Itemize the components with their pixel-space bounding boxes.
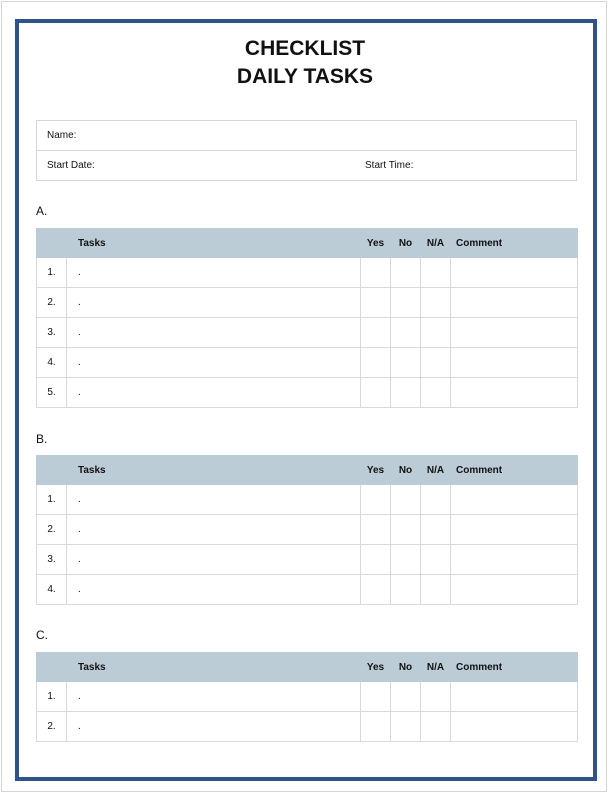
task-cell[interactable]: .	[67, 515, 361, 545]
comment-cell[interactable]	[451, 348, 578, 378]
tasks-header: Tasks	[67, 456, 361, 485]
na-cell[interactable]	[421, 378, 451, 408]
yes-header: Yes	[361, 229, 391, 258]
no-cell[interactable]	[391, 258, 421, 288]
no-header: No	[391, 653, 421, 682]
no-cell[interactable]	[391, 288, 421, 318]
yes-cell[interactable]	[361, 515, 391, 545]
no-cell[interactable]	[391, 485, 421, 515]
no-cell[interactable]	[391, 682, 421, 712]
table-header	[37, 229, 578, 258]
task-cell[interactable]: .	[67, 545, 361, 575]
na-cell[interactable]	[421, 258, 451, 288]
na-cell[interactable]	[421, 515, 451, 545]
info-table	[36, 120, 577, 181]
no-cell[interactable]	[391, 545, 421, 575]
row-number: 4.	[37, 575, 67, 605]
yes-cell[interactable]	[361, 318, 391, 348]
table-row	[37, 348, 578, 378]
section-c-table	[36, 652, 578, 742]
na-header: N/A	[421, 229, 451, 258]
no-cell[interactable]	[391, 712, 421, 742]
row-number: 3.	[37, 318, 67, 348]
table-row	[37, 378, 578, 408]
comment-cell[interactable]	[451, 485, 578, 515]
comment-cell[interactable]	[451, 378, 578, 408]
table-row	[37, 575, 578, 605]
row-number: 2.	[37, 288, 67, 318]
tasks-header: Tasks	[67, 229, 361, 258]
number-header	[37, 456, 67, 485]
task-cell[interactable]: .	[67, 348, 361, 378]
start-date-field[interactable]	[37, 151, 577, 181]
no-header: No	[391, 229, 421, 258]
no-cell[interactable]	[391, 318, 421, 348]
table-row	[37, 682, 578, 712]
comment-cell[interactable]	[451, 515, 578, 545]
yes-cell[interactable]	[361, 348, 391, 378]
row-number: 1.	[37, 682, 67, 712]
no-header: No	[391, 456, 421, 485]
comment-cell[interactable]	[451, 545, 578, 575]
comment-cell[interactable]	[451, 318, 578, 348]
table-row	[37, 485, 578, 515]
section-b-label: B.	[36, 432, 48, 446]
na-cell[interactable]	[421, 682, 451, 712]
task-cell[interactable]: .	[67, 575, 361, 605]
na-cell[interactable]	[421, 485, 451, 515]
no-cell[interactable]	[391, 348, 421, 378]
row-number: 3.	[37, 545, 67, 575]
document-title: CHECKLIST	[244, 37, 366, 60]
table-header	[37, 456, 578, 485]
table-header	[37, 653, 578, 682]
na-cell[interactable]	[421, 348, 451, 378]
no-cell[interactable]	[391, 575, 421, 605]
yes-cell[interactable]	[361, 258, 391, 288]
comment-cell[interactable]	[451, 288, 578, 318]
name-field[interactable]	[37, 121, 577, 151]
table-row	[37, 258, 578, 288]
comment-cell[interactable]	[451, 712, 578, 742]
comment-cell[interactable]	[451, 682, 578, 712]
na-cell[interactable]	[421, 545, 451, 575]
start-date-label: Start Date:	[47, 160, 95, 171]
task-cell[interactable]: .	[67, 712, 361, 742]
name-row	[37, 121, 577, 151]
row-number: 1.	[37, 485, 67, 515]
yes-header: Yes	[361, 456, 391, 485]
number-header	[37, 229, 67, 258]
comment-cell[interactable]	[451, 258, 578, 288]
task-cell[interactable]: .	[67, 378, 361, 408]
section-b-table	[36, 455, 578, 605]
section-a-label: A.	[36, 204, 48, 218]
table-row	[37, 545, 578, 575]
table-row	[37, 288, 578, 318]
start-time-label: Start Time:	[365, 160, 414, 171]
document-subtitle: DAILY TASKS	[236, 65, 374, 88]
na-cell[interactable]	[421, 575, 451, 605]
task-cell[interactable]: .	[67, 288, 361, 318]
comment-cell[interactable]	[451, 575, 578, 605]
yes-cell[interactable]	[361, 575, 391, 605]
start-row	[37, 151, 577, 181]
yes-cell[interactable]	[361, 485, 391, 515]
na-cell[interactable]	[421, 288, 451, 318]
table-row	[37, 515, 578, 545]
task-cell[interactable]: .	[67, 258, 361, 288]
section-c-label: C.	[36, 628, 48, 642]
row-number: 5.	[37, 378, 67, 408]
na-cell[interactable]	[421, 712, 451, 742]
name-label: Name:	[47, 130, 77, 141]
na-cell[interactable]	[421, 318, 451, 348]
row-number: 2.	[37, 712, 67, 742]
row-number: 4.	[37, 348, 67, 378]
number-header	[37, 653, 67, 682]
yes-cell[interactable]	[361, 378, 391, 408]
row-number: 2.	[37, 515, 67, 545]
yes-cell[interactable]	[361, 682, 391, 712]
comment-header: Comment	[451, 229, 578, 258]
yes-cell[interactable]	[361, 712, 391, 742]
task-cell[interactable]: .	[67, 318, 361, 348]
no-cell[interactable]	[391, 378, 421, 408]
tasks-header: Tasks	[67, 653, 361, 682]
yes-cell[interactable]	[361, 545, 391, 575]
task-cell[interactable]: .	[67, 485, 361, 515]
task-cell[interactable]: .	[67, 682, 361, 712]
table-row	[37, 318, 578, 348]
na-header: N/A	[421, 456, 451, 485]
table-row	[37, 712, 578, 742]
yes-cell[interactable]	[361, 288, 391, 318]
no-cell[interactable]	[391, 515, 421, 545]
section-a-table	[36, 228, 578, 408]
yes-header: Yes	[361, 653, 391, 682]
na-header: N/A	[421, 653, 451, 682]
comment-header: Comment	[451, 456, 578, 485]
row-number: 1.	[37, 258, 67, 288]
comment-header: Comment	[451, 653, 578, 682]
